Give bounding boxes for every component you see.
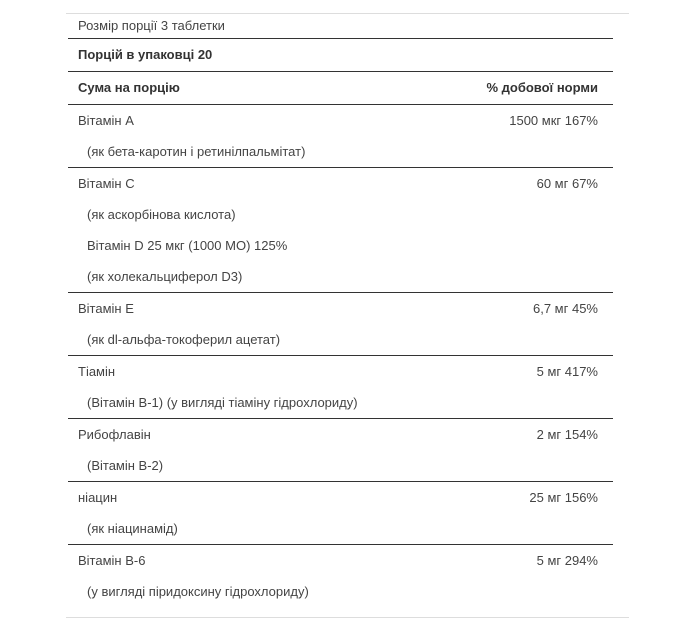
nutrient-note-row-thiamin [68, 388, 613, 418]
nutrient-name: Тіамін [68, 355, 428, 388]
serving-size: Розмір порції 3 таблетки [78, 17, 225, 33]
table-header-row [68, 71, 613, 104]
nutrient-row-riboflavin [68, 418, 613, 451]
nutrient-row-thiamin [68, 355, 613, 388]
amount-per-serving-header: Сума на порцію [68, 71, 428, 104]
nutrient-note: (у вигляді піридоксину гідрохлориду) [87, 584, 309, 599]
nutrient-value: 5 мг 417% [428, 355, 613, 388]
servings-per-container-row [68, 38, 613, 71]
nutrient-note: (Вітамін B-1) (у вигляді тіаміну гідрохлориду) [87, 394, 358, 410]
nutrient-note-row-niacin [68, 514, 613, 544]
nutrient-name: Вітамін C [68, 167, 428, 200]
nutrient-row-niacin [68, 481, 613, 514]
nutrient-name: Вітамін D 25 мкг (1000 МО) 125% [87, 238, 288, 253]
supplement-facts-table [68, 14, 613, 607]
nutrient-note: (як холекальциферол D3) [87, 268, 243, 284]
nutrient-name: Рибофлавін [68, 418, 428, 451]
nutrient-note: (як ніацинамід) [87, 520, 178, 536]
bottom-divider [66, 617, 629, 618]
nutrient-note-row-riboflavin [68, 451, 613, 481]
nutrient-note: (Вітамін B-2) [87, 457, 164, 473]
nutrient-row-vitamin-d [68, 230, 613, 262]
nutrient-value: 25 мг 156% [428, 481, 613, 514]
nutrient-value: 5 мг 294% [428, 544, 613, 577]
nutrient-note-row-vitamin-a [68, 137, 613, 167]
nutrient-note-row-vitamin-d [68, 262, 613, 292]
nutrient-note: (як dl-альфа-токоферил ацетат) [87, 331, 281, 347]
nutrient-note-row-vitamin-c [68, 200, 613, 230]
nutrient-value: 60 мг 67% [428, 167, 613, 200]
nutrient-row-vitamin-e [68, 292, 613, 325]
serving-size-row [68, 14, 613, 38]
nutrient-name: Вітамін A [68, 104, 428, 137]
nutrient-row-vitamin-c [68, 167, 613, 200]
nutrient-value: 6,7 мг 45% [428, 292, 613, 325]
servings-per-container: Порцій в упаковці 20 [68, 38, 613, 71]
nutrient-note-row-vitamin-b6 [68, 577, 613, 607]
nutrient-name: Вітамін E [68, 292, 428, 325]
nutrient-row-vitamin-b6 [68, 544, 613, 577]
nutrient-note: (як бета-каротин і ретинілпальмітат) [87, 143, 306, 159]
nutrient-row-vitamin-a [68, 104, 613, 137]
nutrient-value: 1500 мкг 167% [428, 104, 613, 137]
nutrient-name: Вітамін B-6 [68, 544, 428, 577]
daily-value-header: % добової норми [428, 71, 613, 104]
nutrient-value: 2 мг 154% [428, 418, 613, 451]
nutrient-note: (як аскорбінова кислота) [87, 207, 236, 222]
nutrient-note-row-vitamin-e [68, 325, 613, 355]
nutrient-name: ніацин [68, 481, 428, 514]
